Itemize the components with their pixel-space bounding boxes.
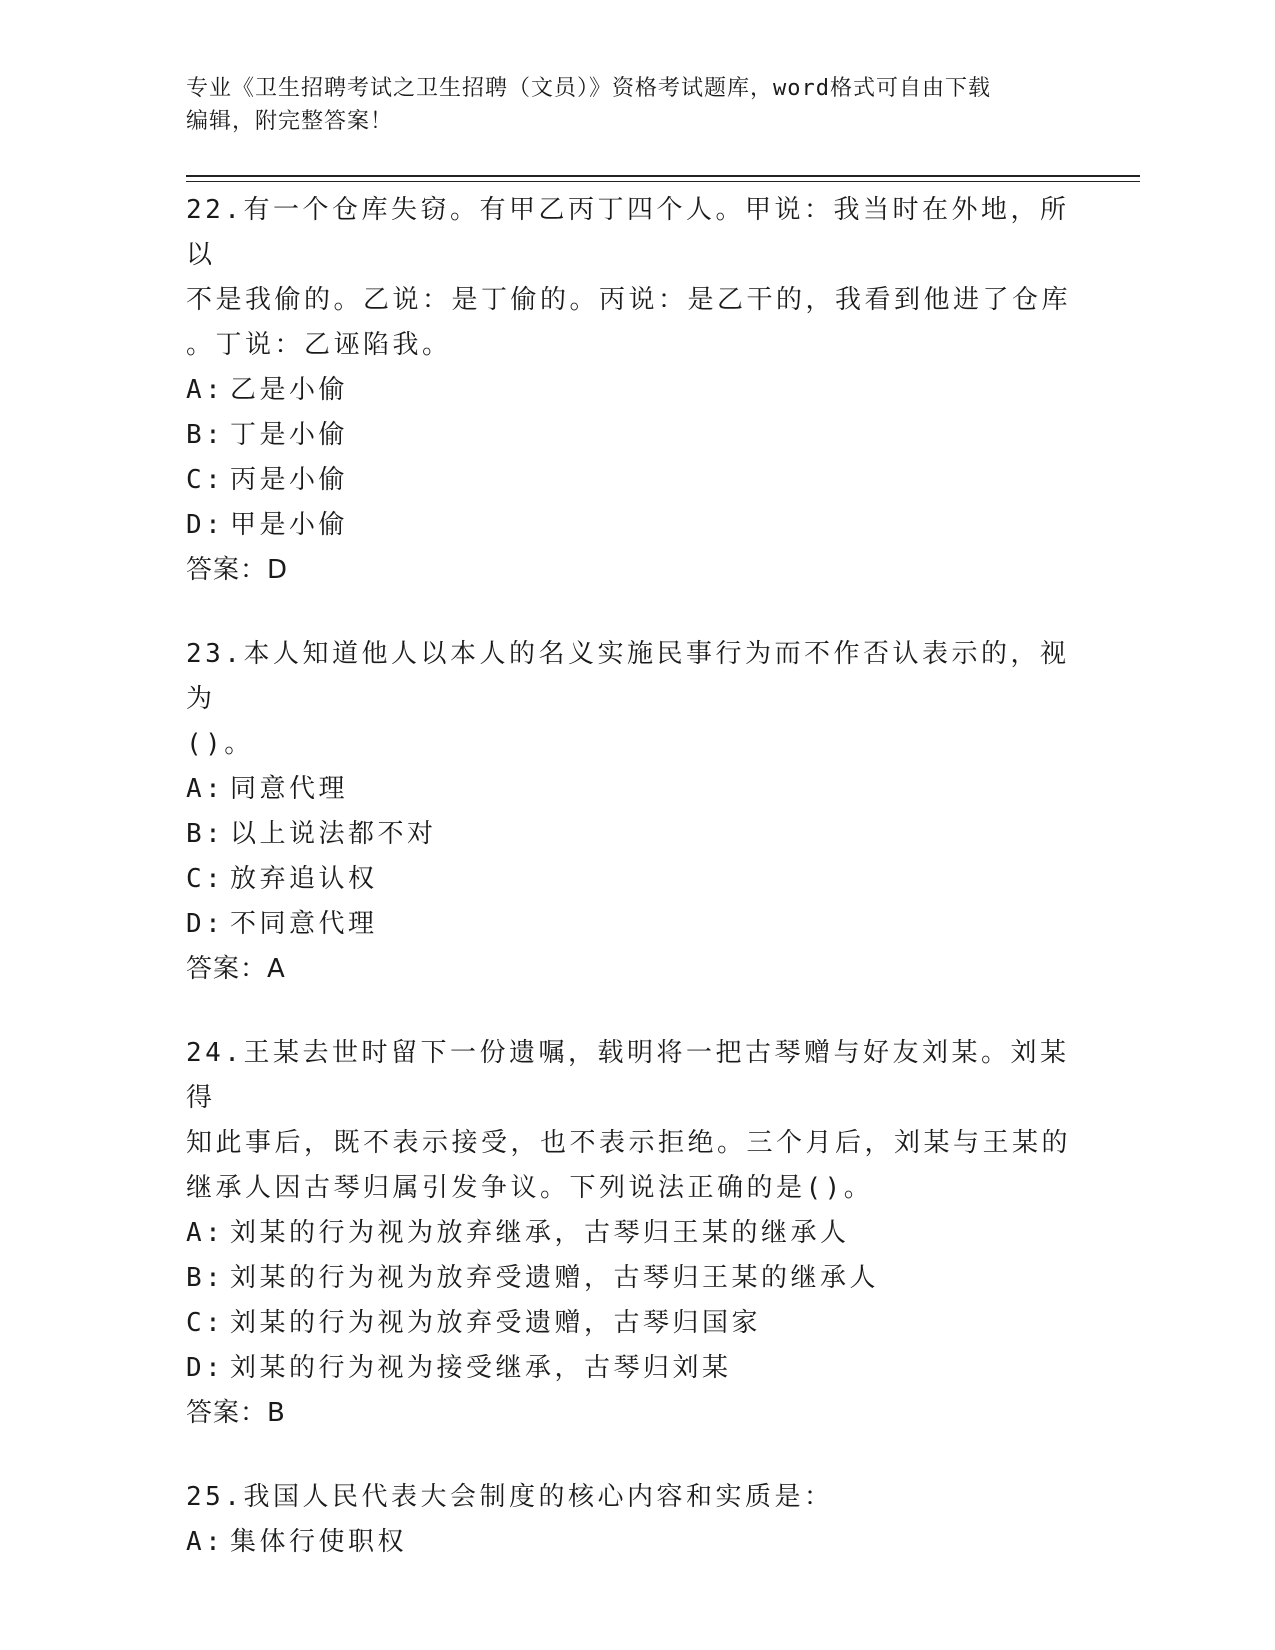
option-text: 刘某的行为视为放弃继承，古琴归王某的继承人 [230,1218,850,1248]
option-key: C: [186,465,225,495]
question-number: 22. [186,195,244,225]
option-c [186,857,1086,902]
question-text [186,1031,1086,1211]
question-25 [186,1475,1086,1565]
question-line: ()。 [186,729,254,759]
option-b [186,1256,1086,1301]
option-key: A: [186,774,225,804]
question-list [186,188,1086,1604]
header-line-2: 编辑，附完整答案！ [186,109,394,134]
option-list [186,1211,1086,1391]
option-text: 集体行使职权 [230,1527,408,1557]
option-d [186,1346,1086,1391]
question-line: 知此事后，既不表示接受，也不表示拒绝。三个月后，刘某与王某的 [186,1128,1072,1158]
option-a [186,1211,1086,1256]
option-a [186,1520,1086,1565]
option-key: C: [186,1308,225,1338]
option-key: D: [186,1353,225,1383]
option-key: A: [186,375,225,405]
question-line: 。丁说：乙诬陷我。 [186,330,452,360]
option-key: B: [186,1263,225,1293]
option-key: B: [186,420,225,450]
question-23 [186,632,1086,992]
option-key: D: [186,510,225,540]
option-text: 乙是小偷 [230,375,349,405]
option-c [186,458,1086,503]
option-c [186,1301,1086,1346]
option-text: 刘某的行为视为接受继承，古琴归刘某 [230,1353,732,1383]
answer: 答案：D [186,555,289,585]
option-key: B: [186,819,225,849]
option-key: C: [186,864,225,894]
option-text: 甲是小偷 [230,510,349,540]
option-list [186,368,1086,548]
question-22 [186,188,1086,593]
option-b [186,812,1086,857]
question-line: 不是我偷的。乙说：是丁偷的。丙说：是乙干的，我看到他进了仓库 [186,285,1072,315]
header-line-1: 专业《卫生招聘考试之卫生招聘（文员）》资格考试题库，word格式可自由下载 [186,76,991,101]
option-text: 刘某的行为视为放弃受遗赠，古琴归王某的继承人 [230,1263,880,1293]
option-list [186,1520,1086,1565]
option-text: 以上说法都不对 [230,819,437,849]
option-a [186,368,1086,413]
question-24 [186,1031,1086,1436]
option-text: 不同意代理 [230,909,378,939]
answer: 答案：A [186,954,286,984]
option-d [186,902,1086,947]
question-line: 继承人因古琴归属引发争议。下列说法正确的是()。 [186,1173,874,1203]
option-text: 丁是小偷 [230,420,349,450]
question-line: 王某去世时留下一份遗嘱，载明将一把古琴赠与好友刘某。刘某得 [186,1038,1070,1113]
answer: 答案：B [186,1398,286,1428]
header-divider-thin [186,181,1140,182]
question-text [186,632,1086,767]
option-d [186,503,1086,548]
question-text [186,188,1086,368]
option-text: 丙是小偷 [230,465,349,495]
header-divider-thick [186,175,1140,177]
document-header [186,72,1086,138]
question-number: 24. [186,1038,244,1068]
option-key: A: [186,1527,225,1557]
option-text: 同意代理 [230,774,349,804]
option-a [186,767,1086,812]
question-line: 我国人民代表大会制度的核心内容和实质是： [243,1482,834,1512]
question-line: 本人知道他人以本人的名义实施民事行为而不作否认表示的，视为 [186,639,1070,714]
question-text [186,1475,1086,1520]
question-number: 25. [186,1482,244,1512]
option-b [186,413,1086,458]
option-list [186,767,1086,947]
option-key: D: [186,909,225,939]
option-key: A: [186,1218,225,1248]
option-text: 放弃追认权 [230,864,378,894]
option-text: 刘某的行为视为放弃受遗赠，古琴归国家 [230,1308,762,1338]
question-number: 23. [186,639,244,669]
question-line: 有一个仓库失窃。有甲乙丙丁四个人。甲说：我当时在外地，所以 [186,195,1070,270]
